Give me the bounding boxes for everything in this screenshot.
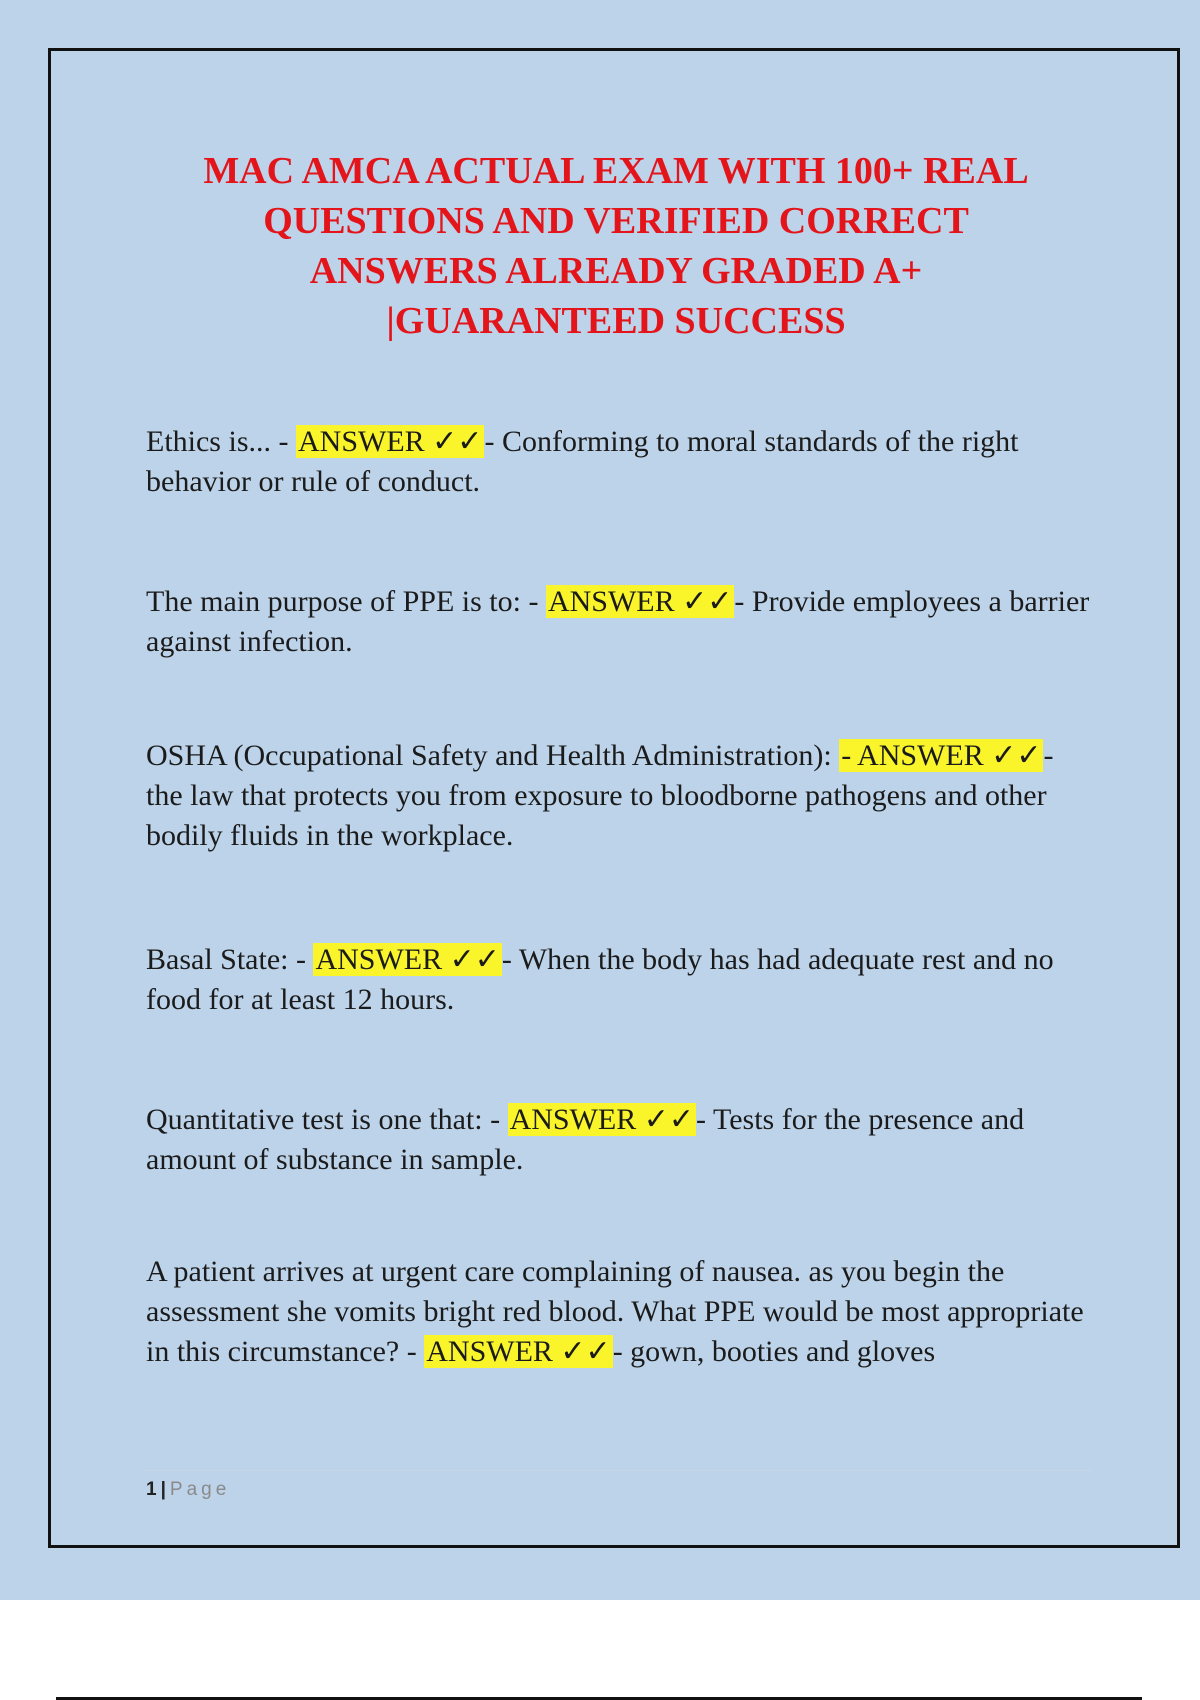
answer-highlight: ANSWER ✓✓ (315, 943, 500, 976)
answer-text: - gown, booties and gloves (612, 1335, 936, 1368)
answer-highlight: ANSWER ✓✓ (547, 585, 733, 618)
qa-item-quantitative-test (146, 1100, 1096, 1180)
answer-text: - Tests for the presence and amount of substance in sample. (146, 1103, 1025, 1176)
question-text: Quantitative test is one that: - (146, 1103, 508, 1136)
qa-item-urgent-care (146, 1252, 1096, 1372)
question-text: Basal State: - (146, 943, 314, 976)
page-separator: | (160, 1479, 166, 1500)
qa-item-ppe (146, 582, 1096, 662)
page-number: 1 (146, 1479, 157, 1500)
page-footer (146, 1470, 1092, 1501)
answer-highlight: ANSWER ✓✓ (509, 1103, 695, 1136)
answer-text: - When the body has had adequate rest and no food for at least 12 hours. (146, 943, 1054, 1016)
question-text: A patient arrives at urgent care complaining of nausea. as you begin the assessment she vomits bright red blood. What PPE would be most appropriate in this circumstance? - (146, 1255, 1084, 1368)
answer-highlight: - ANSWER ✓✓ (841, 739, 1042, 772)
answer-text: - Provide employees a barrier against infection. (146, 585, 1090, 658)
qa-item-basal-state (146, 940, 1096, 1020)
question-text: The main purpose of PPE is to: - (146, 585, 546, 618)
title-line: QUESTIONS AND VERIFIED CORRECT (263, 200, 969, 242)
answer-text: - Conforming to moral standards of the right behavior or rule of conduct. (146, 425, 1019, 498)
document-title (130, 146, 1102, 346)
title-line: MAC AMCA ACTUAL EXAM WITH 100+ REAL (203, 150, 1029, 192)
qa-item-ethics (146, 422, 1096, 502)
qa-item-osha (146, 736, 1096, 856)
page-label: Page (169, 1479, 231, 1500)
question-text: OSHA (Occupational Safety and Health Administration): (146, 739, 840, 772)
title-line: ANSWERS ALREADY GRADED A+ (309, 250, 923, 292)
question-text: Ethics is... - (146, 425, 296, 458)
answer-text: - the law that protects you from exposure to bloodborne pathogens and other bodily fluids in the workplace. (146, 739, 1054, 852)
answer-highlight: ANSWER ✓✓ (426, 1335, 611, 1368)
title-line: |GUARANTEED SUCCESS (386, 300, 846, 342)
answer-highlight: ANSWER ✓✓ (298, 425, 483, 458)
